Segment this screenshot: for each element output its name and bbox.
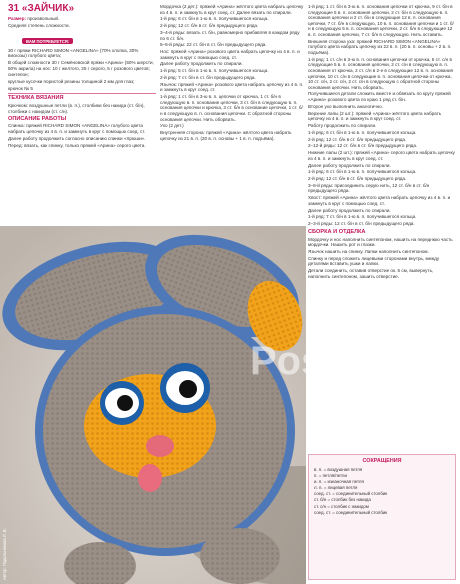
abbreviations-heading: СОКРАЩЕНИЯ	[362, 458, 402, 464]
right-column	[308, 4, 456, 280]
material-item: крючок № 5	[8, 85, 33, 91]
technique-heading: ТЕХНИКА ВЯЗАНИЯ	[8, 95, 64, 102]
instruction-paragraph: 1-й ряд: 6 ст. б/н в 1-ю в. п. получившегося кольца.	[308, 129, 417, 135]
instruction-paragraph: 2-й ряд: 12 ст. б/н в ст. б/н предыдущего ряда.	[308, 176, 407, 182]
work-heading: ОПИСАНИЕ РАБОТЫ	[8, 115, 67, 122]
abbreviation-item: ст. с/н = столбик с накидом	[314, 503, 369, 509]
abbreviations-box	[308, 454, 456, 580]
watermark-text: Pos m	[250, 339, 371, 382]
author-text: Автор: Подольникова Л. В.	[2, 528, 7, 580]
instruction-paragraph: Далее работу продолжить по спирали.	[308, 162, 391, 168]
abbreviation-item: п. = петля/петли	[314, 473, 347, 479]
abbreviation-item: л. п. = лицевая петля	[314, 485, 358, 491]
assembly-heading: СБОРКА И ОТДЕЛКА	[308, 228, 366, 235]
instruction-paragraph: Внешняя сторона уха: пряжей RICHARD SIMON «ANGELINA» голубого цвета набрать цепочку из 22 в. п. (20 в. п. основы + 2 в. п. подъёма).	[308, 38, 452, 55]
difficulty: Средняя степень сложности.	[8, 22, 70, 28]
abbreviation-item: ст. б/н = столбик без накида	[314, 497, 371, 503]
instruction-paragraph: 2-й ряд: 12 ст. б/н в ст. б/н предыдущего ряда.	[308, 136, 407, 142]
instruction-paragraph: Верхние лапы (2 шт.): пряжей «Арина» жёлтого цвета набрать цепочку из 4 в. п. и замкнуть в круг соед. ст.	[308, 110, 442, 122]
instruction-paragraph: 2-й ряд: 12 ст. б/н в ст. б/н предыдущего ряда.	[160, 23, 259, 29]
size-line	[8, 16, 156, 22]
instruction-paragraph: 2-й ряд: 7 ст. б/н в ст. б/н предыдущего ряда.	[160, 75, 256, 81]
instruction-paragraph: 5–6-й ряды: 22 ст. б/н в ст. б/н предыдущего ряда.	[160, 42, 267, 48]
author-credit	[1, 500, 9, 580]
instruction-paragraph: Перед: вязать, как спинку, только пряжей «Арина» серого цвета.	[8, 142, 146, 148]
instruction-paragraph: 1-й ряд: 6 ст. б/н в 1-ю в. п. получившегося кольца.	[160, 16, 269, 22]
instruction-paragraph: 2–12-й ряды: 12 ст. б/н в ст. б/н предыдущего ряда.	[308, 143, 418, 149]
material-item: В общей сложности 30 г Семёновской пряжи «Арина» (50% шерсти, 50% акрила) на нос: 10 г желтого, 25 г серого, 5 г розового цветов;	[8, 59, 154, 71]
assembly-paragraph: Мордочку и нос наполнить синтепоном, нашить на переднюю часть мордочки. Нашить рот и глазки.	[308, 236, 453, 248]
page-title: 31 «ЗАЙЧИК»	[8, 3, 75, 14]
title-block	[8, 3, 158, 15]
instruction-paragraph: Далее работу продолжить по спирали.	[308, 207, 391, 213]
material-item: синтепон;	[8, 72, 29, 78]
middle-column	[160, 4, 305, 143]
assembly-paragraph: Язычок нашить на спинку. Лапки наполнить синтепоном.	[308, 248, 429, 254]
instruction-paragraph: Нижние лапы (2 шт.): пряжей «Арина» серого цвета набрать цепочку из 4 в. п. и замкнуть в круг соед. ст.	[308, 150, 455, 161]
technique-text: Крючком: воздушные петли (в. п.), столбики без накида (ст. б/н), столбики с накидом (ст. с/н).	[8, 103, 145, 114]
instruction-paragraph: Ухо (2 дет.)	[160, 123, 184, 129]
instruction-paragraph: Второе ухо выполнить аналогично.	[308, 103, 384, 109]
abbreviation-item: соед. ст. = соединительный столбик	[314, 491, 388, 497]
instruction-paragraph: Мордочка (2 дет.): пряжей «Арина» жёлтого цвета набрать цепочку из 4 в. п. и замкнуть в круг соед. ст. Далее вязать по спирали.	[160, 4, 304, 15]
instruction-paragraph: Далее работу продолжить по спирали.	[160, 61, 243, 67]
toy-photo	[0, 226, 306, 584]
instruction-paragraph: 2–3-й ряды: 12 ст. б/н в ст. б/н предыдущего ряда.	[308, 221, 415, 227]
material-item: 30 г пряжи RICHARD SIMON «ANGELINA» (70% хлопка, 30% вискозы) голубого цвета;	[8, 47, 139, 59]
abbreviation-item: соед. ст. = соединительный столбик	[314, 509, 388, 515]
instruction-paragraph: Спинка: пряжей RICHARD SIMON «ANGELINA» голубого цвета набрать цепочку из 4 в. п. и замкнуть в круг с помощью соед. ст.	[8, 123, 146, 134]
instruction-paragraph: Хвост: пряжей «Арина» жёлтого цвета набрать цепочку из 4 в. п. и замкнуть в круг с помощью соед. ст.	[308, 195, 451, 206]
divider	[8, 93, 156, 94]
materials-list	[8, 48, 156, 92]
instruction-paragraph: Далее работу продолжить согласно описанию спинки «Хрюши».	[8, 135, 146, 141]
instruction-paragraph: 1-й ряд: 6 ст. б/н в 1-ю в. п. получившегося кольца.	[308, 169, 417, 175]
left-paragraphs	[8, 123, 156, 148]
instruction-paragraph: Работу продолжить по спирали.	[308, 123, 377, 128]
abbreviation-item: в. п. = воздушная петля	[314, 467, 363, 472]
assembly-paragraph: Спинку и перед сложить лицевыми сторонами внутрь, между деталями вставить ушки и лапки.	[308, 255, 440, 267]
bunny-toy-illustration	[0, 226, 306, 584]
assembly-paragraph: Детали соединить, оставив отверстие ок. 5 см, вывернуть, наполнить синтепоном, зашить отверстие.	[308, 268, 434, 279]
size-value: произвольный.	[27, 16, 60, 21]
size-label: Размер:	[8, 16, 27, 21]
instruction-paragraph: Язычок: пряжей «Арина» розового цвета набрать цепочку из 4 в. п. и замкнуть в круг соед. ст.	[160, 81, 304, 93]
instruction-paragraph: Внутренняя сторона: пряжей «Арина» жёлтого цвета набрать цепочку из 21 в. п. (20 в. п. основы + 1 в. п. подъёма).	[160, 130, 292, 141]
instruction-paragraph: 1-й ряд: 1 ст. б/н в 3-ю в. п. цепочки от крючка, 1 ст. б/н в следующую в. п. основание цепочки, 3 ст. б/н в следующую в. п. основания цепочки и крючка, 3 ст. б/н в основание цепочки, 1 ст. б/н в следующую в. п. основания цепочки. С обратной стороны основания цепочки. Нить оборвать.	[160, 94, 303, 122]
assembly-paragraphs	[308, 237, 456, 280]
instruction-paragraph: 3–8-й ряды: присоединить серую нить, 12 ст. б/н в ст. б/н предыдущего ряда.	[308, 182, 430, 194]
instruction-paragraph: 1-й ряд: 1 ст. б/н в 3-ю в. п. основания цепочки от крючка, 9 ст. б/н в следующие 5 в. п. основания цепочки, 2 ст. б/н в следующую в. п. основания цепочки и 2 ст. б/н в следующие 12 в. п. основания цепочки, 7 ст. б/н в следующую, 10 в. п. основания цепочки и 1 ст. б/н в следующую 5 в. п. основания цепочки, 2 ст. б/н в следующие 12 в. п. основания цепочки, 7 ст. б/н в следующую. Нить оставить.	[308, 4, 454, 37]
left-column	[8, 16, 156, 149]
instruction-paragraph: Нос: пряжей «Арина» розового цвета набрать цепочку из 4 в. п. и замкнуть в круг с помощью соед. ст.	[160, 49, 300, 60]
instruction-paragraph: 1-й ряд: 7 ст. б/н в 1-ю в. п. получившегося кольца.	[308, 214, 417, 220]
instruction-paragraph: 1-й ряд: 1 ст. с/н в 3-ю в. п. основания цепочки от крючка, 5 ст. с/н в следующие 5 в. п. основания цепочки, 2 ст. с/н в следующую в. п. основания от крючка, 2 ст. с/н в 2-е в следующие 12 в. п. основания цепочки, 10 ст. с/н в следующие в. п. основания цепочки от крючка, 10 ст. с/н, 2 ст. с/н, 2 ст. с/н в следующую с обратной стороны основания цепочки. Нить оборвать.	[308, 56, 454, 90]
instruction-paragraph: 1-й ряд: 5 ст. б/н в 1-ю в. п. получившегося кольца.	[160, 68, 269, 74]
instruction-paragraph: 3–4-й ряды: вязать ст. б/н, равномерно прибавляя в каждом ряду по 6 ст. б/н.	[160, 29, 300, 41]
abbreviations-list	[314, 467, 450, 516]
right-paragraphs	[308, 4, 456, 227]
material-item: круглые кусочки пористой резины толщиной 2 мм для глаз;	[8, 79, 135, 85]
instruction-paragraph: Получившиеся детали сложить вместе и обвязать по кругу пряжей «Арина» розового цвета по краю 1 ряд ст. б/н.	[308, 91, 451, 103]
needs-badge: ВАМ ПОТРЕБУЕТСЯ:	[22, 38, 73, 44]
abbreviation-item: и. п. = изнаночная петля	[314, 479, 364, 485]
